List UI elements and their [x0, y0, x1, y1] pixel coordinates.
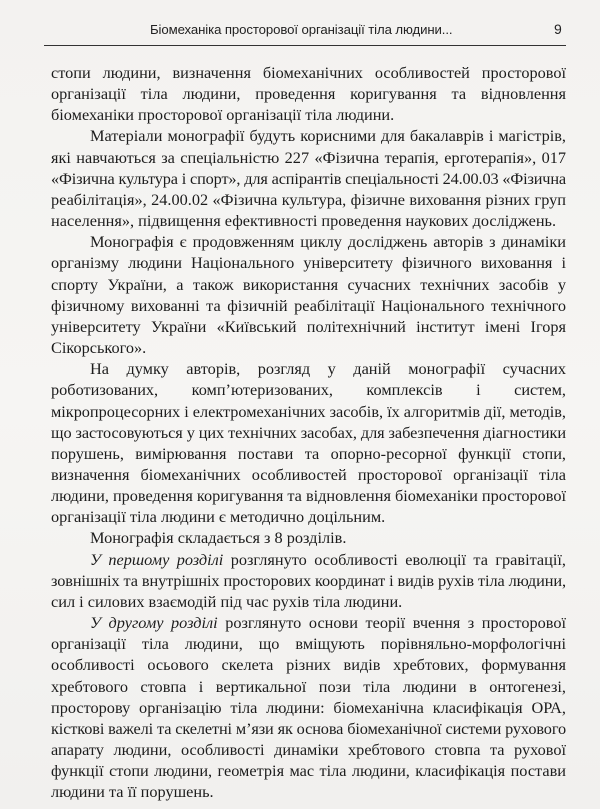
italic-lead: У першому розділі — [90, 549, 224, 569]
text-line: що застосовуються у цих технічних засобах, для забезпечення діагностики — [51, 422, 566, 442]
text-line: населення», підвищення ефективності проведення наукових досліджень. — [51, 211, 557, 231]
page-number: 9 — [554, 21, 562, 37]
paragraph — [51, 125, 566, 231]
text-line: зовнішніх та внутрішніх просторових координат і видів рухів тіла людини, — [51, 570, 566, 590]
paragraph — [51, 549, 566, 612]
text-line: Сікорського». — [51, 338, 147, 358]
text-line: організму людини Національного університету фізичного виховання і — [51, 253, 566, 273]
text-line: У другому розділі розглянуто основи теорії вчення з просторової — [90, 613, 566, 633]
text-line: які навчаються за спеціальністю 227 «Фізична терапія, ерготерапія», 017 — [51, 147, 566, 167]
text-line: біомеханіки просторової організації тіла людини. — [51, 105, 395, 125]
text-line: хребтового стовпа і вертикальної пози тіла людини в онтогенезі, — [51, 676, 566, 696]
text-line: реабілітація», 24.00.02 «Фізична культура, фізичне виховання різних груп — [51, 189, 566, 209]
text-line: особливості осьового скелета різних видів хребтових, формування — [51, 655, 566, 675]
paragraph — [51, 62, 566, 125]
text-line: університету України «Київський політехнічний інститут імені Ігоря — [51, 316, 566, 336]
text-line: людини та її порушень. — [51, 782, 214, 802]
text-line: організації тіла людини, що вміщують порівняльно-морфологічні — [51, 634, 566, 654]
text-line: Монографія є продовженням циклу досліджень авторів з динаміки — [90, 232, 566, 252]
text-line: людини, проведення коригування та відновлення біомеханіки просторової — [51, 486, 566, 506]
paragraph — [51, 358, 566, 527]
text-line: мікропроцесорних і електромеханічних засобів, їх алгоритмів дії, методів, — [51, 401, 566, 421]
text-line: фізичному вихованні та фізичній реабілітації Національного технічного — [51, 295, 566, 315]
text-line: У першому розділі розглянуто особливості еволюції та гравітації, — [90, 549, 566, 569]
text-line: порушень, вимірювання постави та опорно-ресорної функції стопи, — [51, 443, 566, 463]
text-line: На думку авторів, розгляд у даній монографії сучасних — [90, 359, 566, 379]
text-line: Матеріали монографії будуть корисними для бакалаврів і магістрів, — [90, 126, 566, 146]
text-line: сил і силових взаємодій під час рухів тіла людини. — [51, 591, 403, 611]
italic-lead: У другому розділі — [90, 613, 218, 633]
text-line: роботизованих, комп’ютеризованих, комплексів і систем, — [51, 380, 566, 400]
running-title: Біомеханіка просторової організації тіла людини... — [150, 22, 453, 37]
text-line: стопи людини, визначення біомеханічних особливостей просторової — [51, 63, 566, 82]
paragraph — [51, 527, 566, 548]
header-rule — [44, 45, 566, 46]
paragraph — [51, 231, 566, 358]
paragraph — [51, 612, 566, 802]
text-line: просторову організацію тіла людини: біомеханічна класифікація ОРА, — [51, 697, 566, 717]
body-text — [51, 62, 566, 802]
text-line: організації тіла людини, проведення коригування та відновлення — [51, 84, 566, 104]
text-line: визначення біомеханічних особливостей просторової організації тіла — [51, 464, 566, 484]
text-line: кісткові важелі та скелетні м’язи як основа біомеханічної системи рухового — [51, 718, 566, 738]
text-line: організації тіла людини є методично доцільним. — [51, 507, 386, 527]
text-line: Монографія складається з 8 розділів. — [90, 528, 347, 548]
text-line: апарату людини, особливості динаміки хребтового стовпа та рухової — [51, 740, 566, 759]
text-line: «Фізична культура і спорт», для аспірантів спеціальності 24.00.03 «Фізична — [51, 168, 566, 188]
text-line: спорту України, а також використання сучасних технічних засобів у — [51, 274, 566, 294]
text-line: функції стопи людини, геометрія мас тіла людини, класифікація постави — [51, 761, 566, 781]
